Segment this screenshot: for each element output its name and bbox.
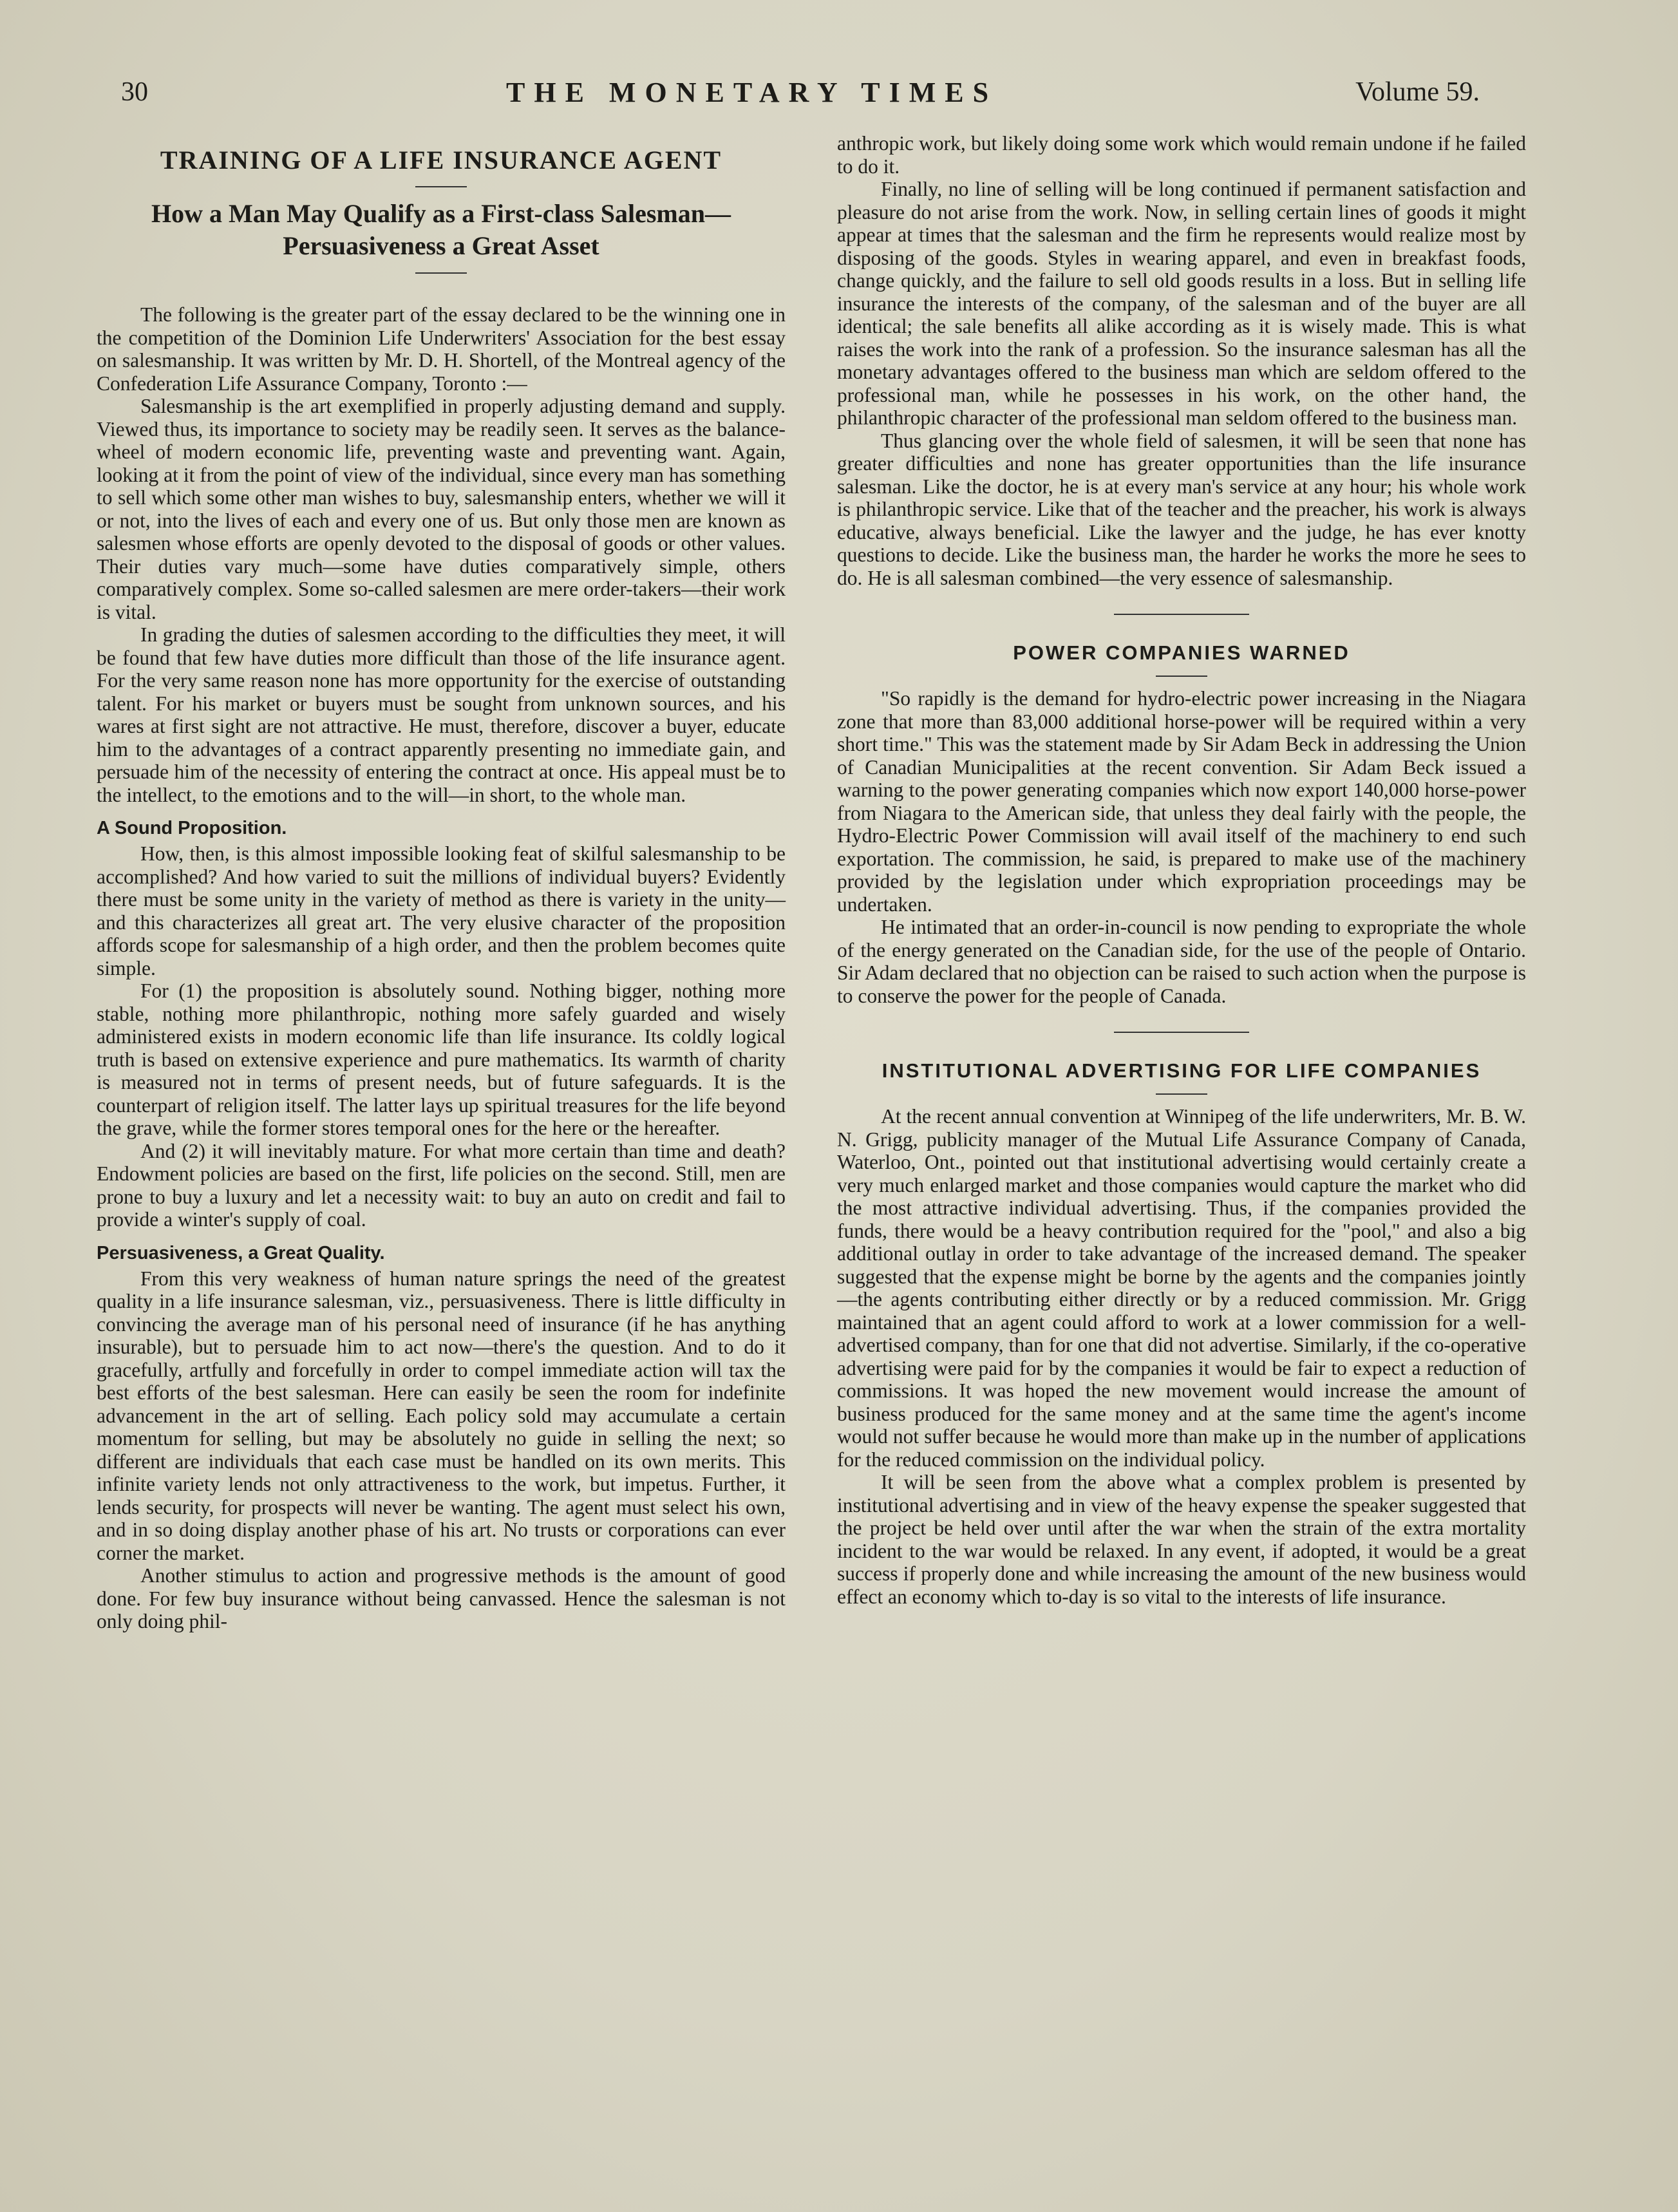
article-paragraph: How, then, is this almost impossible looking feat of skilful salesmanship to be accomplished? And how varied to suit the millions of individual buyers? Evidently there must be some unity in the variety of method as there is variety in the unity—and this characterizes all great art. The very elusive character of the proposition affords scope for salesmanship of a high order, and then the problem becomes quite simple. — [97, 842, 786, 979]
article-title: POWER COMPANIES WARNED — [1013, 641, 1350, 664]
section-subhead: Persuasiveness, a Great Quality. — [97, 1242, 385, 1263]
section-subhead: A Sound Proposition. — [97, 818, 287, 838]
article-separator — [1114, 614, 1249, 615]
article-paragraph: In grading the duties of salesmen according to the difficulties they meet, it will be found that few have duties more difficult than those of the life insurance agent. For the very same reason none has more opportunity for the exercise of outstanding talent. For his market or buyers must be sought from unknown sources, and his wares at first sight are not attractive. He must, therefore, discover a buyer, educate him to the advantages of a contract apparently presenting no immediate gain, and persuade him of the necessity of entering the contract at once. His appeal must be to the intellect, to the emotions and to the will—in short, to the whole man. — [97, 623, 786, 806]
article-paragraph: It will be seen from the above what a complex problem is presented by institutional advertising and in view of the heavy expense the speaker suggested that the project be held over until after the war when the strain of the extra mortality incident to the war would be relaxed. In any event, if adopted, it would be a great success if properly done and while increasing the amount of the new business would effect an economy which to-day is so vital to the interests of life insurance. — [837, 1471, 1526, 1608]
article-paragraph: From this very weakness of human nature springs the need of the greatest quality in a life insurance salesman, viz., persuasiveness. There is little difficulty in convincing the average man of his personal need of insurance (if he has anything insurable), but to persuade him to act now—there's the question. And to do it gracefully, artfully and forcefully in order to compel immediate action will tax the best efforts of the best salesman. Here can easily be seen the room for indefinite advancement in the art of selling. Each policy sold may accumulate a certain momentum for selling, but may be absolutely no guide in selling the next; so different are individuals that each case must be handled on its own merits. This infinite variety lends not only attractiveness to the work, but impetus. Further, it lends security, for prospects will never be wanting. The agent must select his own, and in so doing display another phase of his art. No trusts or corporations can ever corner the market. — [97, 1267, 786, 1564]
title-divider — [415, 186, 467, 187]
article-paragraph: At the recent annual convention at Winnipeg of the life underwriters, Mr. B. W. N. Grigg, publicity manager of the Mutual Life Assurance Company of Canada, Waterloo, Ont., pointed out that institutional advertising would certainly create a very much enlarged market and those companies would capture the market who did the most attractive individual advertising. Thus, if the companies provided the funds, there would be a heavy contribution required for the "pool," and also a big additional outlay in order to take advantage of the increased demand. The speaker suggested that the expense might be borne by the agents and the companies jointly—the agents contributing either directly or by a reduced commission. Mr. Grigg maintained that an agent could afford to work at a lower commission for a well-advertised company, than for one that did not advertise. Similarly, if the co-operative advertising were paid for by the companies it would be fair to expect a reduction of commissions. It was hoped the new movement would increase the amount of business produced for the same money and at the same time the agent's income would not suffer because he would more than make up in the number of applications for the reduced commission on the individual policy. — [837, 1105, 1526, 1471]
left-column — [97, 132, 786, 1633]
title-divider — [1156, 676, 1207, 677]
article-subtitle: How a Man May Qualify as a First-class Salesman—Persuasiveness a Great Asset — [151, 199, 731, 260]
article-paragraph: For (1) the proposition is absolutely sound. Nothing bigger, nothing more stable, nothing more philanthropic, nothing more safely guarded and wisely administered exists in modern economic life than life insurance. Its coldly logical truth is based on extensive experience and pure mathematics. Its warmth of charity is measured not in terms of present needs, but of future safeguards. It is the counterpart of religion itself. The latter lays up spiritual treasures for the life beyond the grave, while the former stores temporal ones for the here or the hereafter. — [97, 979, 786, 1139]
page-header — [121, 70, 1480, 115]
article-separator — [1114, 1032, 1249, 1033]
article-paragraph: The following is the greater part of the essay declared to be the winning one in the competition of the Dominion Life Underwriters' Association for the best essay on salesmanship. It was written by Mr. D. H. Shortell, of the Montreal agency of the Confederation Life Assurance Company, Toronto :— — [97, 303, 786, 395]
article-paragraph: "So rapidly is the demand for hydro-electric power increasing in the Niagara zone that more than 83,000 additional horse-power will be required within a very short time." This was the statement made by Sir Adam Beck in addressing the Union of Canadian Municipalities at the recent convention. Sir Adam Beck issued a warning to the power generating companies which now export 140,000 horse-power from Niagara to the American side, that unless they deal fairly with the people, the Hydro-Electric Power Commission will avail itself of the machinery to end such exportation. The commission, he said, is prepared to make use of the machinery provided by the legislation under which expropriation proceedings may be undertaken. — [837, 687, 1526, 916]
article-paragraph: He intimated that an order-in-council is now pending to expropriate the whole of the energy generated on the Canadian side, for the use of the people of Ontario. Sir Adam declared that no objection can be raised to such action when the purpose is to conserve the power for the people of Canada. — [837, 916, 1526, 1007]
article-title: INSTITUTIONAL ADVERTISING FOR LIFE COMPANIES — [881, 1059, 1482, 1082]
article-paragraph: And (2) it will inevitably mature. For what more certain than time and death? Endowment policies are based on the first, life policies on the second. Still, men are prone to buy a luxury and let a necessity wait: to buy an auto on credit and fail to provide a winter's supply of coal. — [97, 1139, 786, 1231]
right-column — [837, 132, 1526, 1608]
article-paragraph: Thus glancing over the whole field of salesmen, it will be seen that none has greater difficulties and none has greater opportunities than the life insurance salesman. Like the doctor, he is at every man's service at any hour; his whole work is philanthropic service. Like that of the teacher and the preacher, his work is always educative, always beneficial. Like the lawyer and the judge, he has ever knotty questions to decide. Like the business man, the harder he works the more he sees to do. He is all salesman combined—the very essence of salesmanship. — [837, 429, 1526, 589]
article-paragraph: Salesmanship is the art exemplified in properly adjusting demand and supply. Viewed thus, its importance to society may be readily seen. It serves as the balance-wheel of modern economic life, preventing waste and preventing want. Again, looking at it from the point of view of the individual, since every man has something to sell which some other man wishes to buy, salesmanship enters, whether we will it or not, into the lives of each and every one of us. But only those men are known as salesmen whose efforts are openly devoted to the disposal of goods or other values. Their duties vary much—some have duties comparatively simple, others comparatively complex. Some so-called salesmen are mere order-takers—their work is vital. — [97, 395, 786, 623]
article-paragraph: anthropic work, but likely doing some work which would remain undone if he failed to do it. — [837, 132, 1526, 178]
article-paragraph: Finally, no line of selling will be long continued if permanent satisfaction and pleasure do not arise from the work. Now, in selling certain lines of goods it might appear at times that the salesman and the firm he represents would realize most by disposing of the goods. Styles in wearing apparel, and even in breakfast foods, change quickly, and the failure to sell old goods results in a loss. But in selling life insurance the interests of the company, of the salesman and of the buyer are all identical; the sale benefits all alike according as it is wisely made. This is what raises the work into the rank of a profession. So the insurance salesman has all the monetary advantages offered to the business man which are seldom offered to the professional man, while he possesses in his work, on the other hand, the philanthropic character of the professional man seldom offered to the business man. — [837, 178, 1526, 429]
publication-title: THE MONETARY TIMES — [506, 76, 998, 108]
article-title: TRAINING OF A LIFE INSURANCE AGENT — [160, 146, 722, 175]
page-number: 30 — [121, 77, 148, 107]
volume-label: Volume 59. — [1355, 77, 1480, 107]
article-paragraph: Another stimulus to action and progressive methods is the amount of good done. For few buy insurance without being canvassed. Hence the salesman is not only doing phil- — [97, 1564, 786, 1632]
title-divider — [1156, 1093, 1207, 1095]
subtitle-divider — [415, 272, 467, 274]
